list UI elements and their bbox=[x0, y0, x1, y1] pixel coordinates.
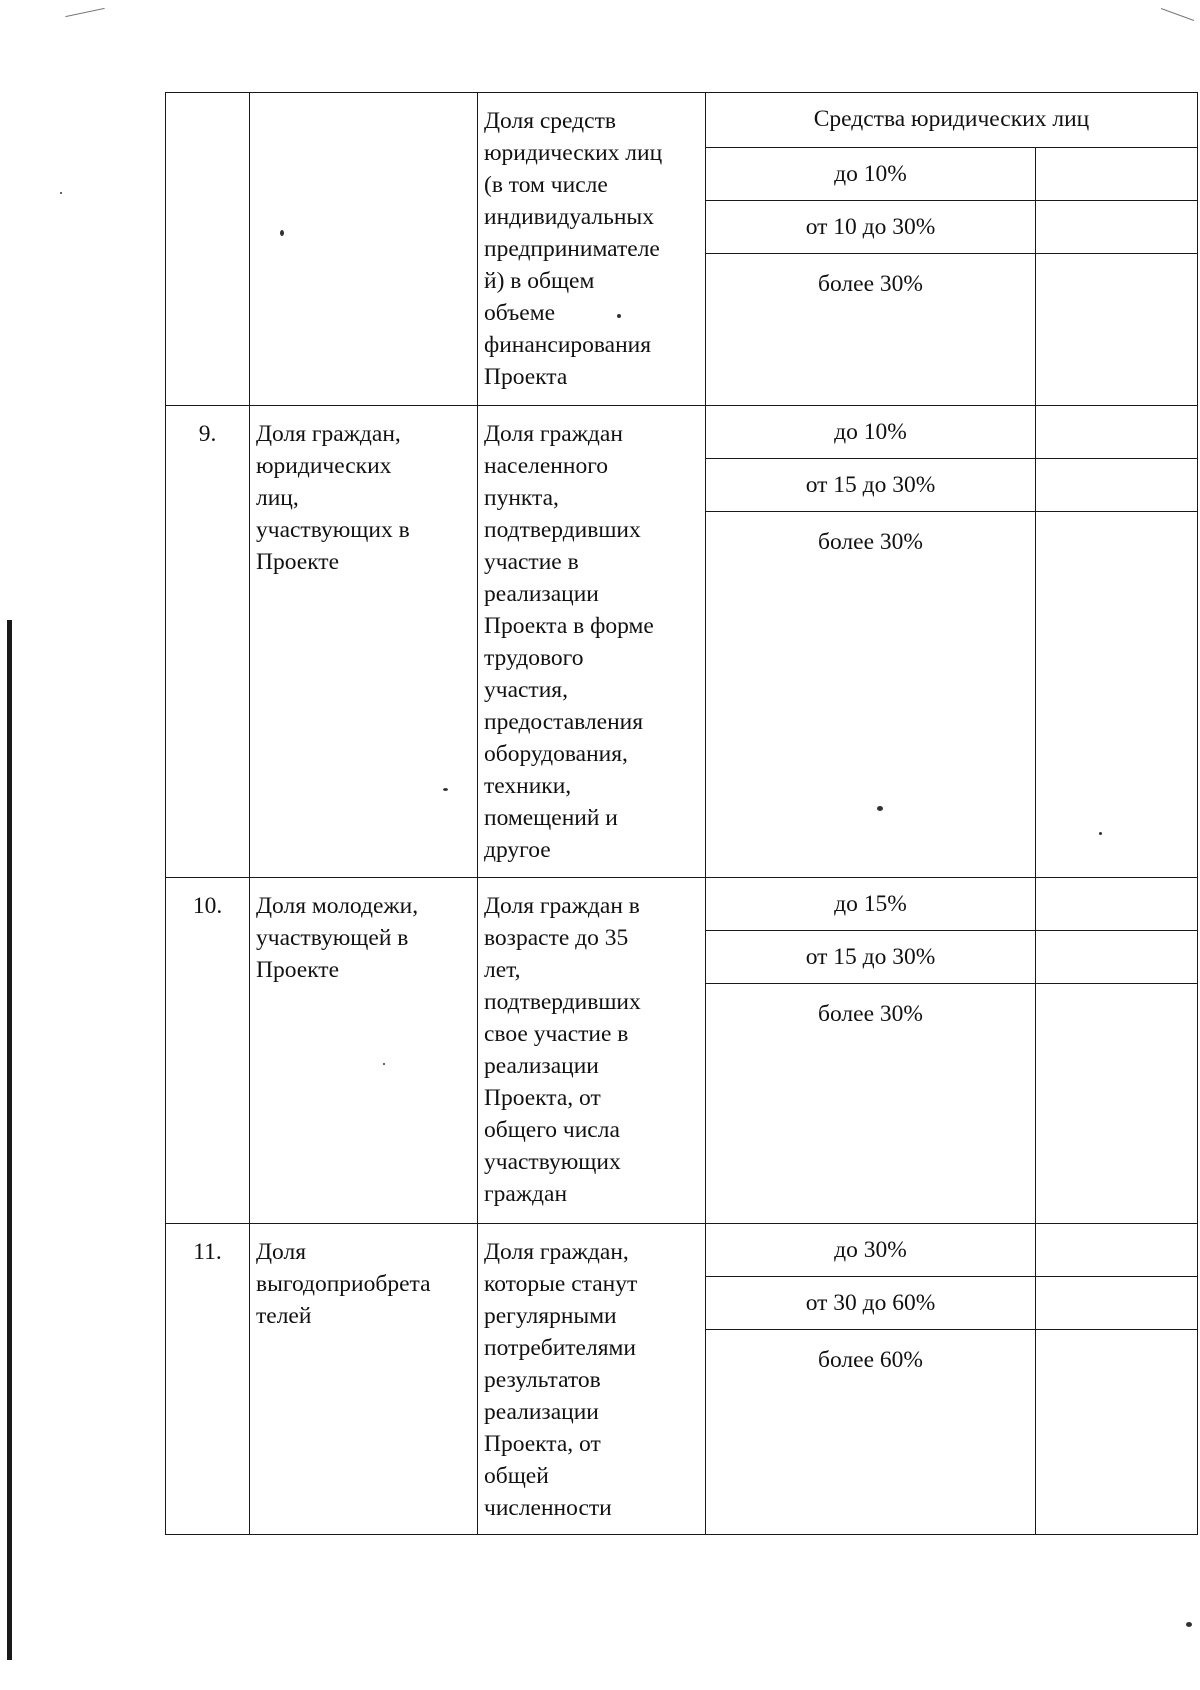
scan-speck bbox=[1099, 832, 1102, 835]
row9-criterion: Доля граждан, юридических лиц, участвующих в Проекте bbox=[250, 406, 478, 878]
row10-option-2: от 15 до 30% bbox=[706, 931, 1036, 984]
row10-score-1 bbox=[1036, 878, 1198, 931]
row11-indicator: Доля граждан, которые станут регулярными потребителями результатов реализации Проекта, от общей численности bbox=[478, 1224, 706, 1535]
row9-score-1 bbox=[1036, 406, 1198, 459]
row10-score-3 bbox=[1036, 984, 1198, 1224]
row10-score-2 bbox=[1036, 931, 1198, 984]
row11-score-3 bbox=[1036, 1330, 1198, 1535]
row9-option-3: более 30% bbox=[706, 512, 1036, 878]
row9-score-3 bbox=[1036, 512, 1198, 878]
row8-score-1 bbox=[1036, 148, 1198, 201]
row11-option-2: от 30 до 60% bbox=[706, 1277, 1036, 1330]
row11-num: 11. bbox=[166, 1224, 250, 1535]
scan-speck bbox=[877, 806, 883, 811]
row11-option-3: более 60% bbox=[706, 1330, 1036, 1535]
table-row bbox=[166, 878, 1198, 931]
row11-score-1 bbox=[1036, 1224, 1198, 1277]
scan-corner-mark bbox=[65, 8, 104, 17]
row10-indicator: Доля граждан в возрасте до 35 лет, подтвердивших свое участие в реализации Проекта, от общего числа участвующих граждан bbox=[478, 878, 706, 1224]
table-row bbox=[166, 1224, 1198, 1277]
row10-option-1: до 15% bbox=[706, 878, 1036, 931]
row8-option-3: более 30% bbox=[706, 254, 1036, 406]
table-row bbox=[166, 93, 1198, 148]
row10-option-3: более 30% bbox=[706, 984, 1036, 1224]
row11-option-1: до 30% bbox=[706, 1224, 1036, 1277]
row11-criterion: Доля выгодоприобрета телей bbox=[250, 1224, 478, 1535]
row11-score-2 bbox=[1036, 1277, 1198, 1330]
row8-score-3 bbox=[1036, 254, 1198, 406]
scan-corner-mark bbox=[1161, 8, 1194, 21]
scan-speck bbox=[617, 314, 621, 318]
row9-option-1: до 10% bbox=[706, 406, 1036, 459]
row9-option-2: от 15 до 30% bbox=[706, 459, 1036, 512]
row8-criterion-cell bbox=[250, 93, 478, 406]
row8-option-1: до 10% bbox=[706, 148, 1036, 201]
scan-speck bbox=[1186, 1622, 1192, 1627]
row10-criterion: Доля молодежи, участвующей в Проекте bbox=[250, 878, 478, 1224]
scan-speck bbox=[443, 788, 448, 791]
row8-header: Средства юридических лиц bbox=[706, 93, 1198, 148]
row8-option-2: от 10 до 30% bbox=[706, 201, 1036, 254]
row9-score-2 bbox=[1036, 459, 1198, 512]
row9-indicator: Доля граждан населенного пункта, подтвердивших участие в реализации Проекта в форме трудового участия, предоставления оборудования, техники, помещений и другое bbox=[478, 406, 706, 878]
scan-speck bbox=[383, 1063, 385, 1065]
row9-num: 9. bbox=[166, 406, 250, 878]
scan-speck bbox=[60, 192, 62, 194]
criteria-table bbox=[165, 92, 1198, 1535]
row10-num: 10. bbox=[166, 878, 250, 1224]
row8-indicator: Доля средств юридических лиц (в том числе индивидуальных предпринимателе й) в общем объеме финансирования Проекта bbox=[478, 93, 706, 406]
scan-edge-line bbox=[7, 620, 12, 1660]
row8-score-2 bbox=[1036, 201, 1198, 254]
table-row bbox=[166, 406, 1198, 459]
scan-speck bbox=[280, 230, 284, 236]
row8-num-cell bbox=[166, 93, 250, 406]
